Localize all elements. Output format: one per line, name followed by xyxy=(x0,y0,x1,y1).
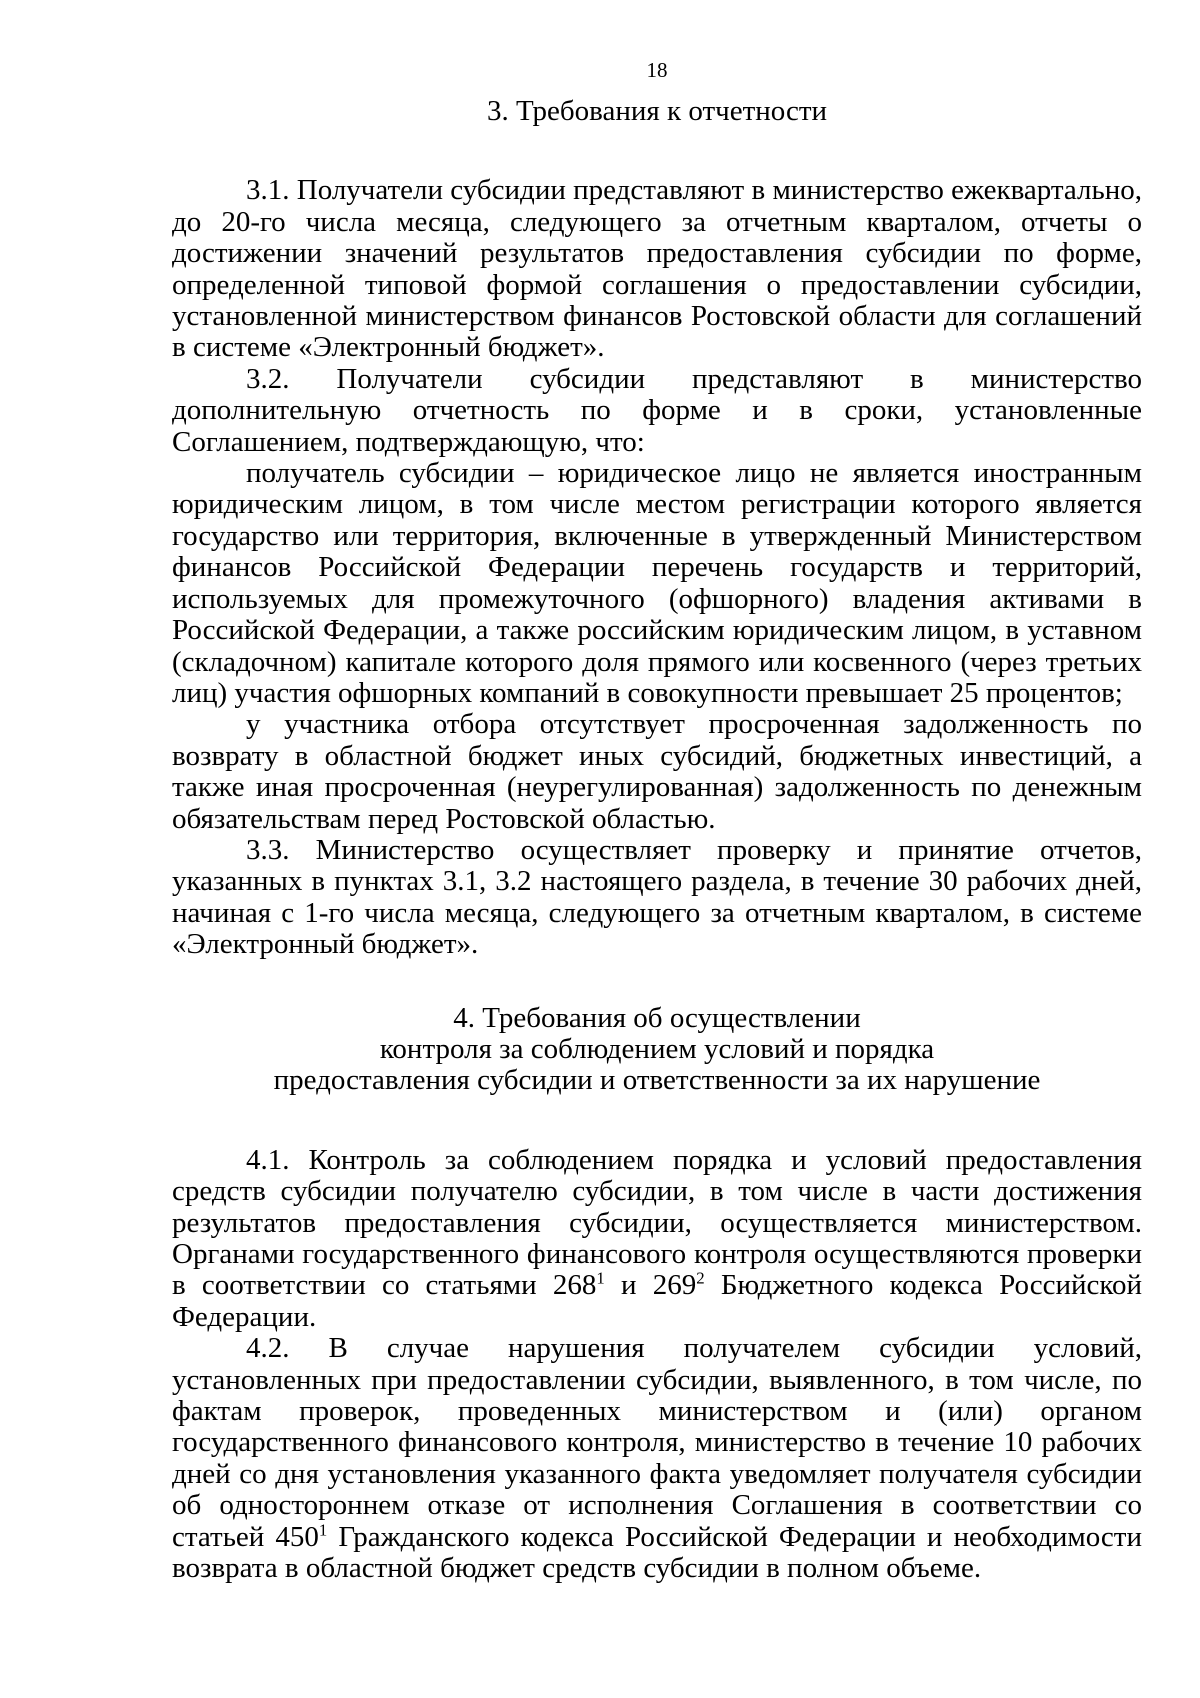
paragraph-3-1: 3.1. Получатели субсидии представляют в министерство ежеквартально, до 20-го числа месяца, следующего за отчетным кварталом, отчеты о достижении значений результатов предоставления субсидии по форме, определенной типовой формой соглашения о предоставлении субсидии, установленной министерством финансов Ростовской области для соглашений в системе «Электронный бюджет». xyxy=(172,174,1142,364)
paragraph-4-1-part-b: и 269 xyxy=(604,1269,697,1302)
section-4-title-line-2: контроля за соблюдением условий и порядка xyxy=(379,1032,935,1065)
footnote-ref-268: 1 xyxy=(596,1268,605,1288)
section-4-title-line-1: 4. Требования об осуществлении xyxy=(453,1001,861,1034)
paragraph-4-1 xyxy=(172,1145,1142,1333)
section-3-title: 3. Требования к отчетности xyxy=(486,95,828,127)
footnote-ref-269: 2 xyxy=(696,1268,705,1288)
paragraph-3-2-item-2: у участника отбора отсутствует просроченная задолженность по возврату в областной бюджет иных субсидий, бюджетных инвестиций, а также иная просроченная (неурегулированная) задолженность по денежным обязательствам перед Ростовской областью. xyxy=(172,708,1142,835)
footnote-ref-450: 1 xyxy=(318,1520,328,1539)
paragraph-3-3: 3.3. Министерство осуществляет проверку и принятие отчетов, указанных в пунктах 3.1, 3.2 настоящего раздела, в течение 30 рабочих дней, начиная с 1-го числа месяца, следующего за отчетным кварталом, в системе «Электронный бюджет». xyxy=(172,833,1142,961)
paragraph-4-2-part-a: 4.2. В случае нарушения получателем субсидии условий, установленных при предоставлении субсидии, выявленного, в том числе, по фактам проверок, проведенных министерством и (или) органом государственного финансового контроля, министерство в течение 10 рабочих дней со дня установления указанного факта уведомляет получателя субсидии об одностороннем отказе от исполнения Соглашения в соответствии со статьей 450 xyxy=(172,1332,1142,1553)
paragraph-4-2-part-b: Гражданского кодекса Российской Федерации и необходимости возврата в областной бюджет средств субсидии в полном объеме. xyxy=(172,1520,1142,1585)
paragraph-4-1-part-c: Бюджетного кодекса Российской Федерации. xyxy=(172,1269,1143,1333)
section-4-title xyxy=(172,1003,1142,1097)
page-number: 18 xyxy=(646,58,668,82)
paragraph-4-1-part-a: 4.1. Контроль за соблюдением порядка и условий предоставления средств субсидии получателю субсидии, в том числе в части достижения результатов предоставления субсидии, осуществляется министерством. Органами государственного финансового контроля осуществляются проверки в соответствии со статьями 268 xyxy=(172,1143,1142,1302)
paragraph-3-2-item-1: получатель субсидии – юридическое лицо не является иностранным юридическим лицом, в том числе местом регистрации которого является государство или территория, включенные в утвержденный Министерством финансов Российской Федерации перечень государств и территорий, используемых для промежуточного (офшорного) владения активами в Российской Федерации, а также российским юридическим лицом, в уставном (складочном) капитале которого доля прямого или косвенного (через третьих лиц) участия офшорных компаний в совокупности превышает 25 процентов; xyxy=(172,457,1142,709)
paragraph-3-2: 3.2. Получатели субсидии представляют в министерство дополнительную отчетность по форме и в сроки, установленные Соглашением, подтверждающую, что: xyxy=(172,362,1142,458)
section-4-title-line-3: предоставления субсидии и ответственности за их нарушение xyxy=(273,1064,1041,1097)
paragraph-4-2 xyxy=(172,1333,1142,1584)
document-page xyxy=(172,58,1142,1584)
